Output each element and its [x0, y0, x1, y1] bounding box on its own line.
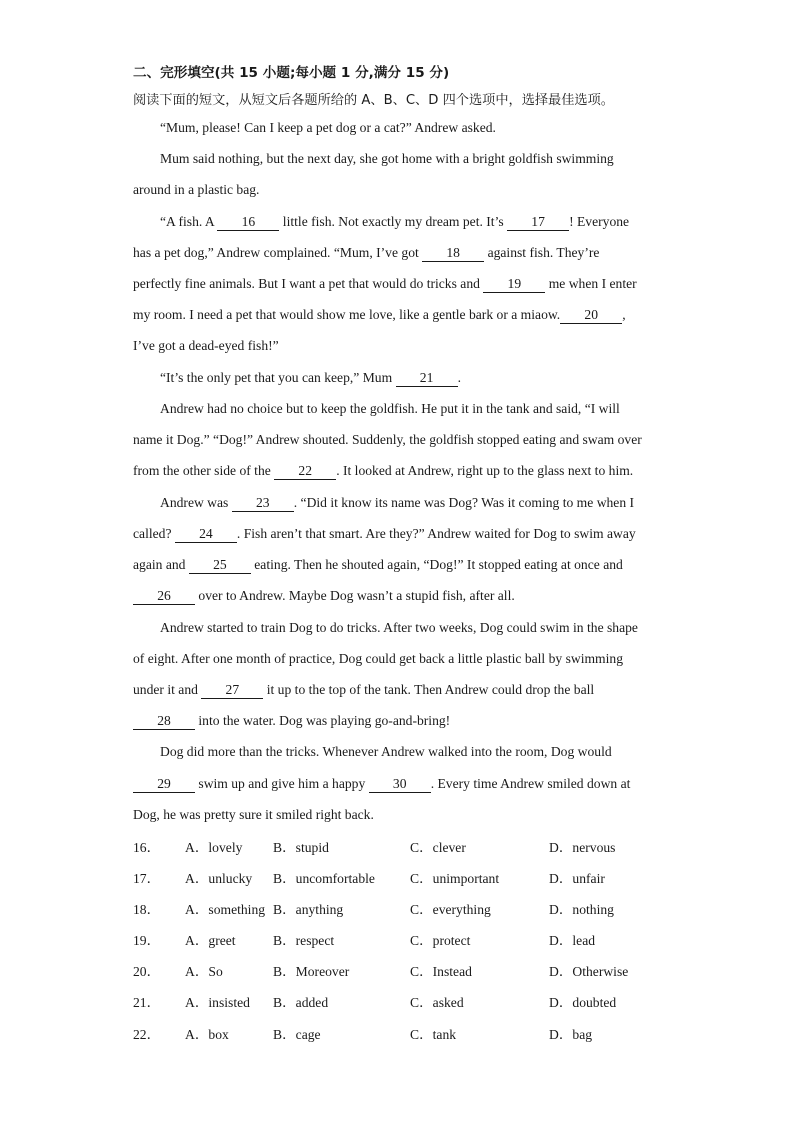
option-d[interactable]: D．bag: [549, 1027, 593, 1042]
question-number: 21．: [133, 995, 161, 1010]
blank-20: 20: [560, 307, 622, 324]
option-d[interactable]: D．doubted: [549, 995, 617, 1010]
blank-16: 16: [217, 214, 279, 231]
passage-line: under it and 27 it up to the top of the tank. Then Andrew could drop the ball: [133, 682, 595, 697]
passage-line: again and 25 eating. Then he shouted again, “Dog!” It stopped eating at once and: [133, 557, 623, 572]
option-d[interactable]: D．lead: [549, 933, 596, 948]
option-a[interactable]: A．unlucky: [185, 871, 253, 886]
option-a[interactable]: A．So: [185, 964, 223, 979]
option-d[interactable]: D．unfair: [549, 871, 605, 886]
option-b[interactable]: B．cage: [273, 1027, 321, 1042]
option-c[interactable]: C．Instead: [410, 964, 472, 979]
passage-line: Andrew had no choice but to keep the goldfish. He put it in the tank and said, “I will: [160, 401, 620, 416]
passage-line: 28 into the water. Dog was playing go-and-bring!: [133, 711, 450, 731]
option-c[interactable]: C．unimportant: [410, 871, 500, 886]
passage-line: Dog, he was pretty sure it smiled right back.: [133, 807, 374, 822]
passage-line: Andrew started to train Dog to do tricks. After two weeks, Dog could swim in the shape: [160, 620, 638, 635]
passage-line: my room. I need a pet that would show me love, like a gentle bark or a miaow. 20 ,: [133, 307, 626, 322]
question-number: 22．: [133, 1027, 161, 1042]
option-c[interactable]: C．tank: [410, 1027, 457, 1042]
section-title: 二、完形填空(共 15 小题;每小题 1 分,满分 15 分): [133, 65, 450, 81]
blank-19: 19: [483, 276, 545, 293]
option-b[interactable]: B．anything: [273, 902, 344, 917]
question-number: 19．: [133, 933, 161, 948]
option-a[interactable]: A．lovely: [185, 840, 243, 855]
option-d[interactable]: D．Otherwise: [549, 964, 629, 979]
question-number: 20．: [133, 964, 161, 979]
blank-21: 21: [396, 370, 458, 387]
blank-27: 27: [201, 682, 263, 699]
blank-18: 18: [422, 245, 484, 262]
option-d[interactable]: D．nothing: [549, 902, 614, 917]
option-b[interactable]: B．stupid: [273, 840, 329, 855]
option-a[interactable]: A．greet: [185, 933, 236, 948]
blank-24: 24: [175, 526, 237, 543]
blank-28: 28: [133, 713, 195, 730]
option-b[interactable]: B．added: [273, 995, 329, 1010]
blank-22: 22: [274, 463, 336, 480]
question-number: 16．: [133, 840, 161, 855]
passage-line: “Mum, please! Can I keep a pet dog or a cat?” Andrew asked.: [160, 120, 496, 135]
option-b[interactable]: B．respect: [273, 933, 335, 948]
passage-line: Mum said nothing, but the next day, she got home with a bright goldfish swimming: [160, 151, 614, 166]
passage-line: Dog did more than the tricks. Whenever Andrew walked into the room, Dog would: [160, 744, 612, 759]
passage-line: around in a plastic bag.: [133, 182, 260, 197]
option-b[interactable]: B．uncomfortable: [273, 871, 375, 886]
option-a[interactable]: A．something: [185, 902, 266, 917]
question-number: 17．: [133, 871, 161, 886]
blank-30: 30: [369, 776, 431, 793]
option-b[interactable]: B．Moreover: [273, 964, 350, 979]
blank-17: 17: [507, 214, 569, 231]
option-a[interactable]: A．box: [185, 1027, 229, 1042]
passage-line: 26 over to Andrew. Maybe Dog wasn’t a stupid fish, after all.: [133, 586, 515, 606]
option-c[interactable]: C．clever: [410, 840, 466, 855]
blank-26: 26: [133, 588, 195, 605]
passage-line: called? 24 . Fish aren’t that smart. Are they?” Andrew waited for Dog to swim away: [133, 526, 636, 541]
option-d[interactable]: D．nervous: [549, 840, 616, 855]
blank-25: 25: [189, 557, 251, 574]
instruction-text: 阅读下面的短文，从短文后各题所给的 A、B、C、D 四个选项中，选择最佳选项。: [133, 93, 614, 108]
option-c[interactable]: C．asked: [410, 995, 464, 1010]
option-c[interactable]: C．everything: [410, 902, 491, 917]
passage-line: name it Dog.” “Dog!” Andrew shouted. Suddenly, the goldfish stopped eating and swam over: [133, 432, 642, 447]
passage-line: 29 swim up and give him a happy 30 . Every time Andrew smiled down at: [133, 774, 630, 794]
option-a[interactable]: A．insisted: [185, 995, 250, 1010]
passage-line: perfectly fine animals. But I want a pet that would do tricks and 19 me when I enter: [133, 276, 637, 291]
option-c[interactable]: C．protect: [410, 933, 471, 948]
blank-23: 23: [232, 495, 294, 512]
passage-line: “It’s the only pet that you can keep,” Mum 21 .: [160, 370, 461, 385]
blank-29: 29: [133, 776, 195, 793]
passage-line: I’ve got a dead-eyed fish!”: [133, 338, 279, 353]
passage-line: Andrew was 23 . “Did it know its name was Dog? Was it coming to me when I: [160, 495, 635, 510]
passage-line: “A fish. A 16 little fish. Not exactly my dream pet. It’s 17 ! Everyone: [160, 214, 630, 229]
passage-line: of eight. After one month of practice, Dog could get back a little plastic ball by swimming: [133, 651, 624, 666]
passage-line: from the other side of the 22 . It looked at Andrew, right up to the glass next to him.: [133, 463, 634, 478]
passage-line: has a pet dog,” Andrew complained. “Mum, I’ve got 18 against fish. They’re: [133, 245, 600, 260]
question-number: 18．: [133, 902, 161, 917]
